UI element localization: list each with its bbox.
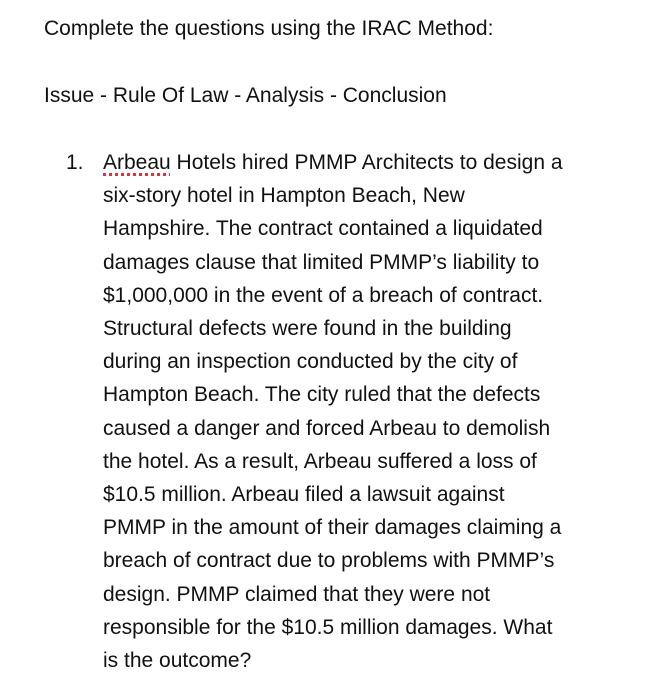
instruction-text: Complete the questions using the IRAC Method:	[44, 17, 494, 40]
question-line: the hotel. As a result, Arbeau suffered a loss of	[103, 449, 537, 473]
question-number: 1.	[66, 151, 84, 174]
question-line: Hampton Beach. The city ruled that the defects	[103, 383, 541, 407]
question-line: six-story hotel in Hampton Beach, New	[103, 184, 465, 208]
question-line: $10.5 million. Arbeau filed a lawsuit against	[103, 483, 505, 507]
clipped-text-fragment	[200, 0, 290, 2]
question-line: PMMP in the amount of their damages claiming a	[103, 516, 562, 540]
irac-method-line: Issue - Rule Of Law - Analysis - Conclusion	[44, 84, 447, 107]
question-line-text: Hotels hired PMMP Architects to design a	[170, 151, 563, 174]
question-list	[66, 146, 626, 677]
question-item	[66, 146, 626, 677]
question-line: $1,000,000 in the event of a breach of contract.	[103, 283, 544, 307]
question-line: caused a danger and forced Arbeau to demolish	[103, 416, 551, 440]
question-line: damages clause that limited PMMP’s liability to	[103, 250, 540, 274]
question-line: during an inspection conducted by the city of	[103, 350, 518, 374]
question-line: Hampshire. The contract contained a liquidated	[103, 217, 543, 241]
question-line: responsible for the $10.5 million damages. What	[103, 615, 553, 639]
misspelled-word[interactable]: Arbeau	[103, 151, 171, 174]
question-line	[103, 146, 626, 179]
question-line: Structural defects were found in the building	[103, 317, 512, 341]
question-line: is the outcome?	[103, 649, 252, 673]
question-line: breach of contract due to problems with PMMP’s	[103, 549, 555, 573]
question-line: design. PMMP claimed that they were not	[103, 582, 491, 606]
